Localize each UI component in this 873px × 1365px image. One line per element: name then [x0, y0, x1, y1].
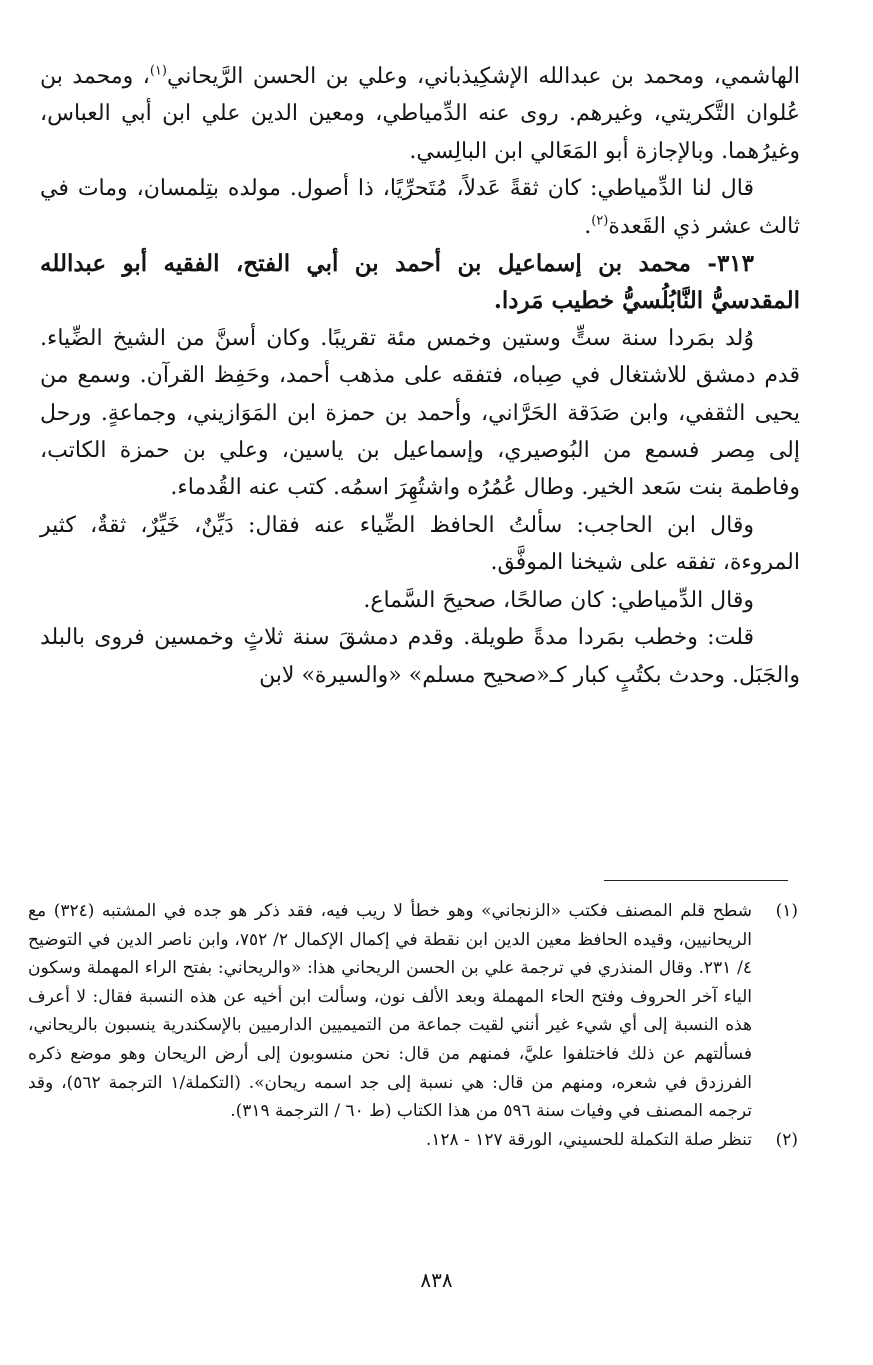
paragraph-2 — [40, 170, 800, 245]
paragraph-6: قلت: وخطب بمَردا مدةً طويلة. وقدم دمشقَ سنة ثلاثٍ وخمسين فروى بالبلد والجَبَل. وحدث بكتُبٍ كبار كـ«صحيح مسلم» «والسيرة» لابن — [40, 625, 800, 688]
footnote-1 — [28, 897, 798, 1126]
entry-heading: ٣١٣- محمد بن إسماعيل بن أحمد بن أبي الفتح، الفقيه أبو عبدالله المقدسيُّ النَّابُلُسيُّ خطيب مَردا. — [40, 250, 800, 315]
paragraph-2-text-end: . — [584, 213, 592, 239]
footnote-2-number: (٢) — [775, 1129, 798, 1150]
footnote-2-text: تنظر صلة التكملة للحسيني، الورقة ١٢٧ - ١٢٨. — [425, 1129, 752, 1150]
paragraph-4: وقال ابن الحاجب: سألتُ الحافظ الضِّياء عنه فقال: دَيِّنٌ، خَيِّرٌ، ثقةٌ، كثير المروءة، تفقه على شيخنا الموفَّق. — [40, 512, 800, 576]
footnote-divider — [604, 880, 788, 881]
main-text-block — [40, 58, 800, 694]
paragraph-2-text: قال لنا الدِّمياطي: كان ثقةً عَدلاً، مُتَحرِّيًا، ذا أصول. مولده بتِلمسان، ومات في ثالث عشر ذي القَعدة — [40, 176, 800, 239]
body-text — [40, 58, 800, 694]
paragraph-3: وُلد بمَردا سنة ستٍّ وستين وخمس مئة تقريبًا. وكان أسنَّ من الشيخ الضِّياء. قدم دمشق للاشتغال في صِباه، فتفقه على مذهب أحمد، وحَفِظ القرآن. وسمع من يحيى الثقفي، وابن صَدَقة الحَرَّاني، وأحمد بن حمزة ابن المَوَازيني، وجماعةٍ. ورحل إلى مِصر فسمع من البُوصيري، وإسماعيل بن ياسين، وعلي بن حمزة الكاتب، وفاطمة بنت سَعد الخير. وطال عُمُرُه واشتُهِرَ اسمُه. كتب عنه القُدماء. — [40, 325, 800, 501]
page-number: ٨٣٨ — [420, 1268, 453, 1292]
paragraph-1-text-end: ، ومحمد بن عُلوان التَّكريتي، وغيرهم. روى عنه الدِّمياطي، ومعين الدين علي ابن أبي العباس، وغيرُهما. وبالإجازة أبو المَعَالي ابن البالِسي. — [40, 64, 800, 164]
footnote-ref-2: (٢) — [591, 213, 609, 229]
footnote-2 — [28, 1126, 798, 1155]
paragraph-1 — [40, 58, 800, 170]
footnote-1-number: (١) — [775, 901, 798, 921]
footnotes-block — [28, 897, 798, 1154]
paragraph-5: وقال الدِّمياطي: كان صالحًا، صحيحَ السَّماع. — [363, 587, 754, 613]
footnote-1-text: شطح قلم المصنف فكتب «الزنجاني» وهو خطأ لا ريب فيه، فقد ذكر هو جده في المشتبه (٣٢٤) مع الريحانيين، وقيده الحافظ معين الدين ابن نقطة في إكمال الإكمال ٢/ ٧٥٢، وابن ناصر الدين في التوضيح ٤/ ٢٣١. وقال المنذري في ترجمة علي بن الحسن الريحاني هذا: «والريحاني: بفتح الراء المهملة وسكون الياء آخر الحروف وفتح الحاء المهملة وبعد الألف نون، وسألت ابن أخيه عن هذه النسبة فقال: لا أعرف هذه النسبة إلى أي شيء غير أنني لقيت جماعة من التميميين الدارميين بالإسكندرية ينسبون بالريحاني، فسألتهم عن ذلك فاختلفوا عليَّ، فمنهم من قال: نحن منسوبون إلى أرض الريحان وهو موضع ذكره الفرزدق في شعره، ومنهم من قال: هي نسبة إلى جد اسمه ريحان». (التكملة/١ الترجمة ٥٦٢)، وقد ترجمه المصنف في وفيات سنة ٥٩٦ من هذا الكتاب (ط ٦٠ / الترجمة ٣١٩). — [28, 901, 752, 1122]
footnote-ref-1: (١) — [149, 63, 167, 79]
paragraph-1-text: الهاشمي، ومحمد بن عبدالله الإشكِيذباني، وعلي بن الحسن الرَّيحاني — [166, 64, 800, 89]
